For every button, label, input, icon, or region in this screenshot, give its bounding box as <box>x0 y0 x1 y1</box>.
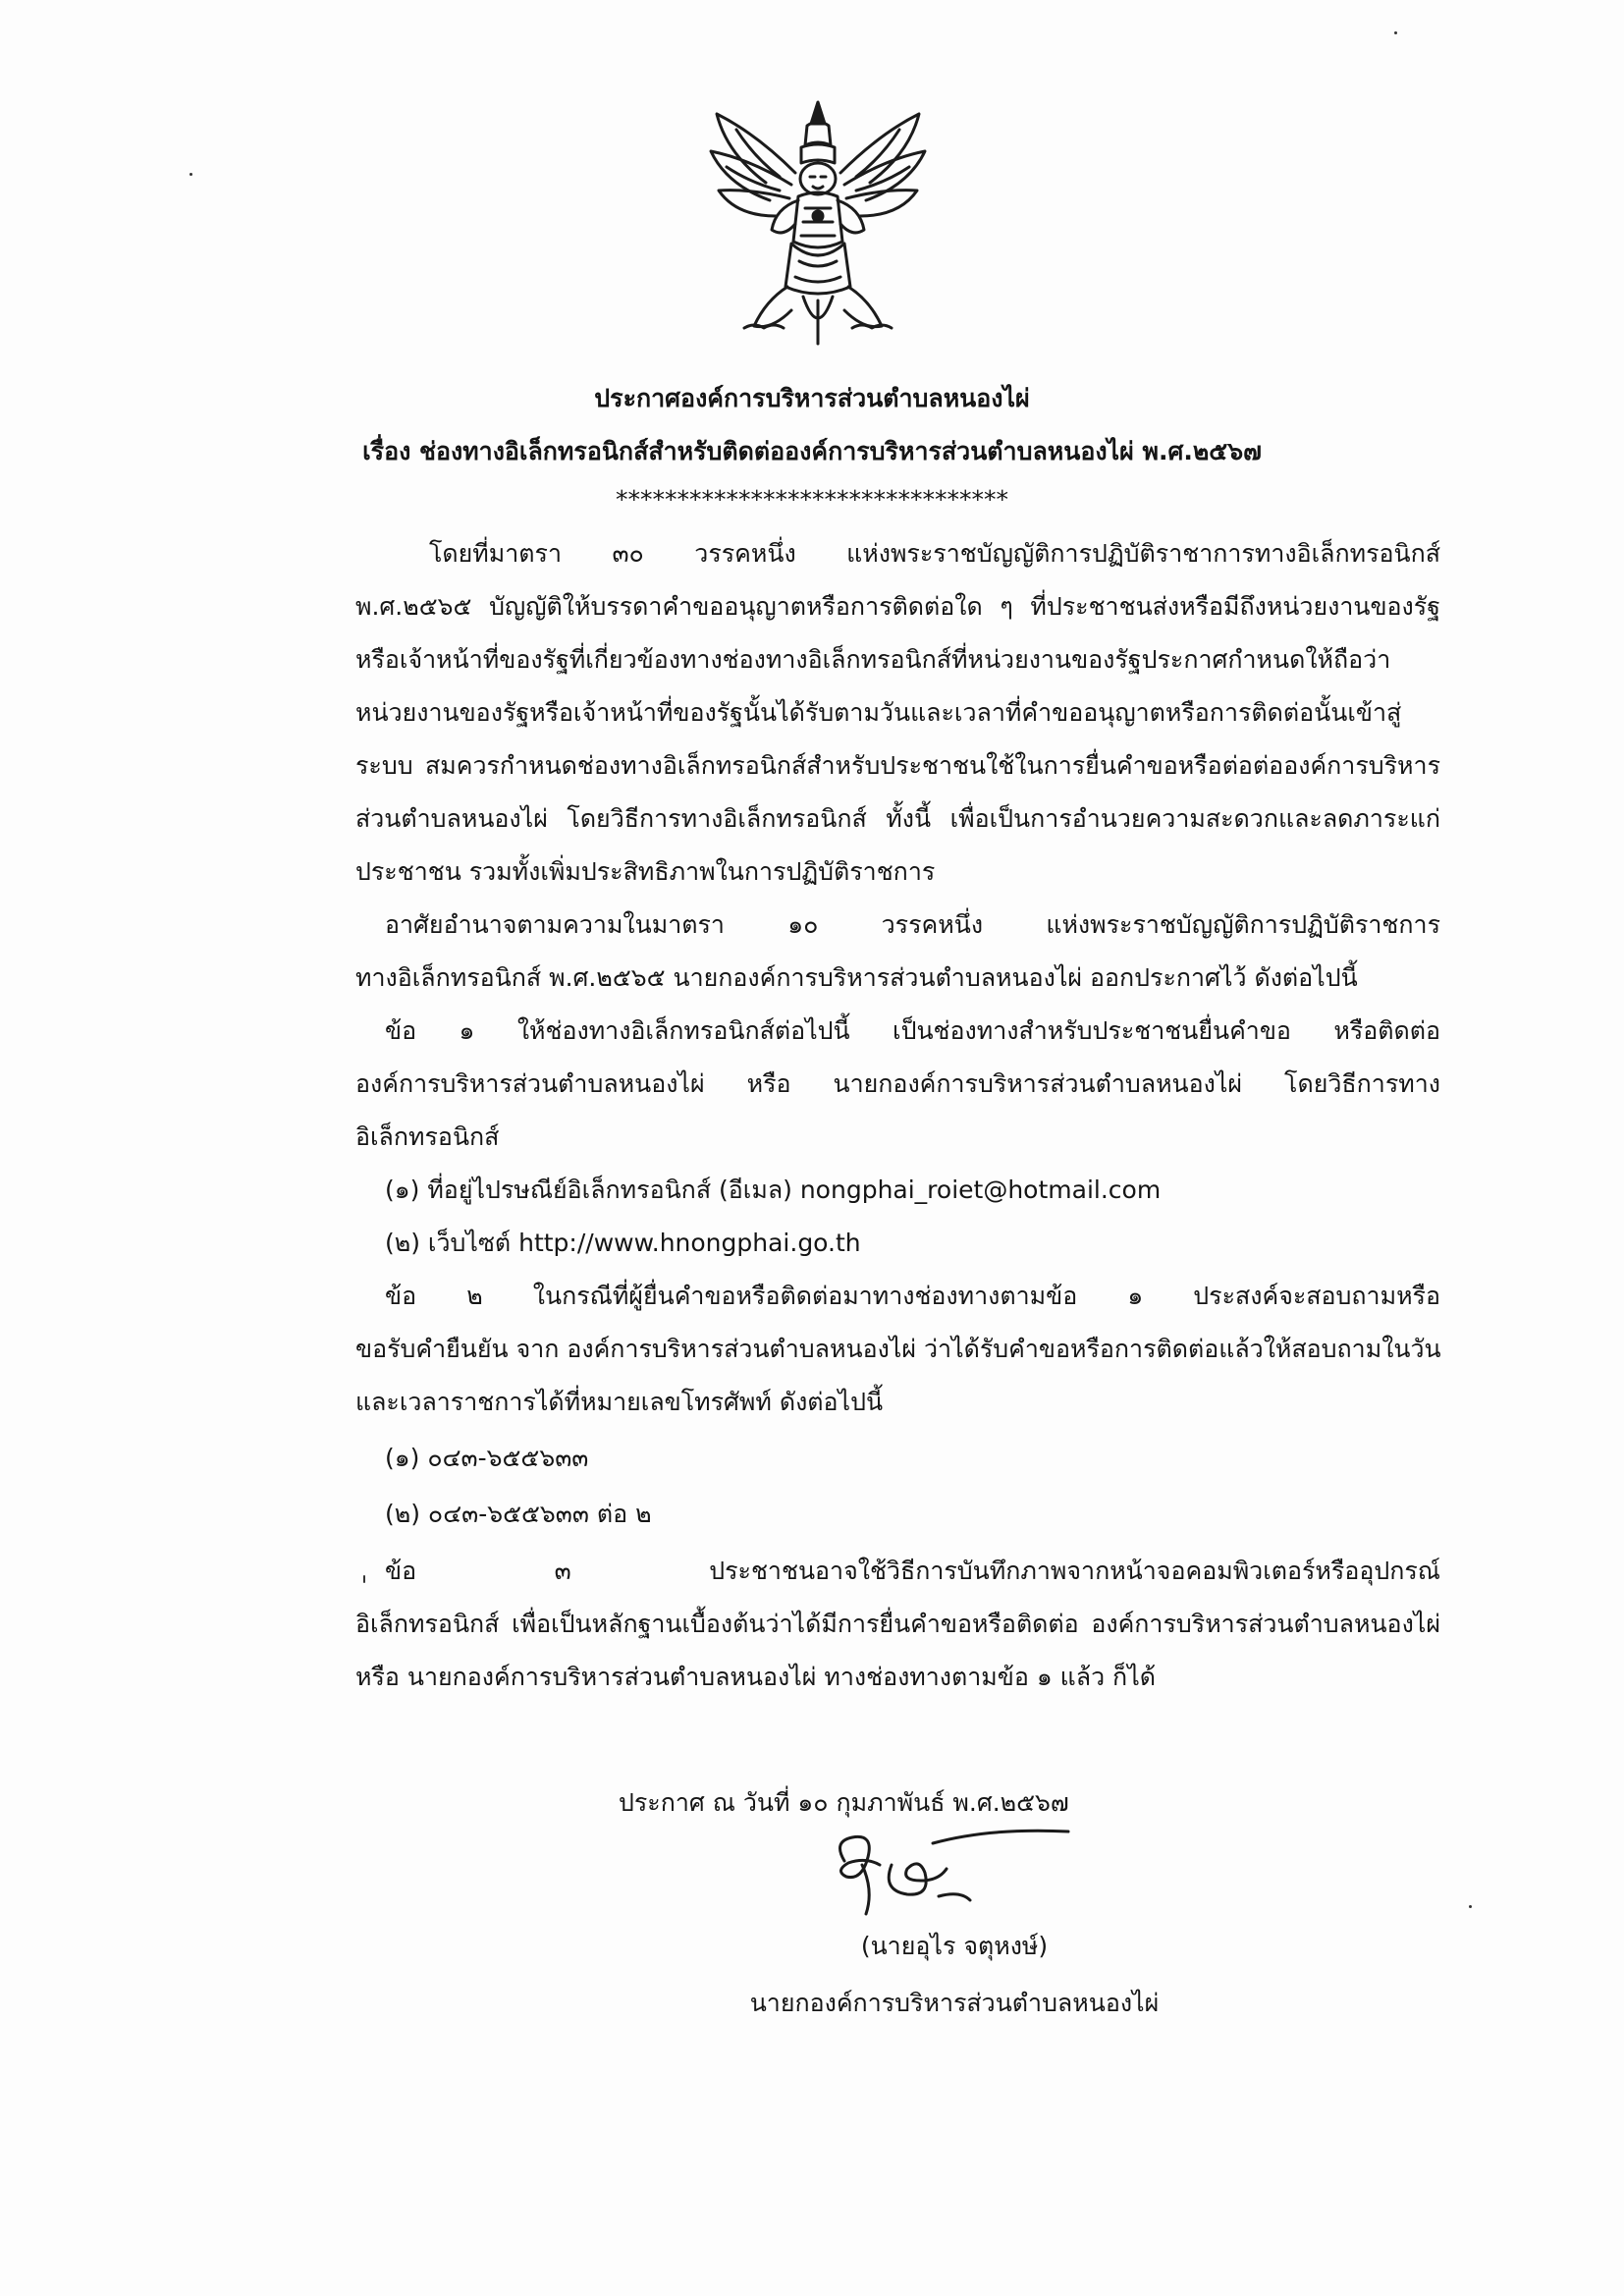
announcement-date: ประกาศ ณ วันที่ ๑๐ กุมภาพันธ์ พ.ศ.๒๕๖๗ <box>619 1788 1069 1817</box>
paragraph-line: ประชาชน รวมทั้งเพิ่มประสิทธิภาพในการปฏิบัติราชการ <box>355 857 936 886</box>
clause-3-line: หรือ นายกองค์การบริหารส่วนตำบลหนองไผ่ ทางช่องทางตามข้อ ๑ แล้ว ก็ได้ <box>355 1663 1157 1691</box>
paragraph-line: โดยที่มาตรา ๓๐ วรรคหนึ่ง แห่งพระราชบัญญัติการปฏิบัติราชาการทางอิเล็กทรอนิกส์ <box>429 539 1440 568</box>
paragraph-line: ทางอิเล็กทรอนิกส์ พ.ศ.๒๕๖๕ นายกองค์การบริหารส่วนตำบลหนองไผ่ ออกประกาศไว้ ดังต่อไปนี้ <box>355 963 1358 992</box>
paragraph-line: อาศัยอำนาจตามความในมาตรา ๑๐ วรรคหนึ่ง แห่งพระราชบัญญัติการปฏิบัติราชการ <box>385 910 1440 939</box>
scan-speck <box>363 1575 365 1583</box>
scan-speck <box>1394 31 1397 34</box>
clause-1-website-item: (๒) เว็บไซต์ http://www.hnongphai.go.th <box>385 1229 861 1257</box>
clause-1-email-item: (๑) ที่อยู่ไปรษณีย์อิเล็กทรอนิกส์ (อีเมล) nongphai_roiet@hotmail.com <box>385 1175 1162 1204</box>
clause-1-line: องค์การบริหารส่วนตำบลหนองไผ่ หรือ นายกองค์การบริหารส่วนตำบลหนองไผ่ โดยวิธีการทาง <box>355 1069 1440 1098</box>
scan-speck <box>1469 1905 1472 1908</box>
signer-position: นายกองค์การบริหารส่วนตำบลหนองไผ่ <box>749 1989 1160 2017</box>
separator-stars: ******************************** <box>616 485 1008 514</box>
signer-name: (นายอุไร จตุหงษ์) <box>860 1932 1049 1960</box>
handwritten-signature <box>823 1822 1088 1920</box>
phone-extension-item: (๒) ๐๔๓-๖๕๕๖๓๓ ต่อ ๒ <box>385 1500 652 1528</box>
garuda-emblem <box>697 94 939 357</box>
clause-3-line: ข้อ ๓ ประชาชนอาจใช้วิธีการบันทึกภาพจากหน้าจอคอมพิวเตอร์หรืออุปกรณ์ <box>385 1557 1440 1585</box>
clause-2-line: และเวลาราชการได้ที่หมายเลขโทรศัพท์ ดังต่อไปนี้ <box>355 1388 884 1416</box>
clause-3-line: อิเล็กทรอนิกส์ เพื่อเป็นหลักฐานเบื้องต้นว่าได้มีการยื่นคำขอหรือติดต่อ องค์การบริหารส่วนตำบลหนองไผ่ <box>355 1610 1440 1638</box>
paragraph-line: หรือเจ้าหน้าที่ของรัฐที่เกี่ยวข้องทางช่องทางอิเล็กทรอนิกส์ที่หน่วยงานของรัฐประกาศกำหนดให้ถือว่า <box>355 645 1391 674</box>
clause-1-line: ข้อ ๑ ให้ช่องทางอิเล็กทรอนิกส์ต่อไปนี้ เป็นช่องทางสำหรับประชาชนยื่นคำขอ หรือติดต่อ <box>385 1016 1440 1045</box>
announcement-subject: เรื่อง ช่องทางอิเล็กทรอนิกส์สำหรับติดต่อองค์การบริหารส่วนตำบลหนองไผ่ พ.ศ.๒๕๖๗ <box>362 437 1262 465</box>
paragraph-line: ส่วนตำบลหนองไผ่ โดยวิธีการทางอิเล็กทรอนิกส์ ทั้งนี้ เพื่อเป็นการอำนวยความสะดวกและลดภาระแก่ <box>355 804 1440 833</box>
paragraph-line: ระบบ สมควรกำหนดช่องทางอิเล็กทรอนิกส์สำหรับประชาชนใช้ในการยื่นคำขอหรือต่อต่อองค์การบริหาร <box>355 751 1440 780</box>
paragraph-line: พ.ศ.๒๕๖๕ บัญญัติให้บรรดาคำขออนุญาตหรือการติดต่อใด ๆ ที่ประชาชนส่งหรือมีถึงหน่วยงานของรัฐ <box>355 592 1440 621</box>
announcement-title: ประกาศองค์การบริหารส่วนตำบลหนองไผ่ <box>594 384 1030 412</box>
clause-2-line: ข้อ ๒ ในกรณีที่ผู้ยื่นคำขอหรือติดต่อมาทางช่องทางตามข้อ ๑ ประสงค์จะสอบถามหรือ <box>385 1282 1440 1310</box>
paragraph-line: หน่วยงานของรัฐหรือเจ้าหน้าที่ของรัฐนั้นได้รับตามวันและเวลาที่คำขออนุญาตหรือการติดต่อนั้นเข้าสู่ <box>355 698 1402 727</box>
phone-item: (๑) ๐๔๓-๖๕๕๖๓๓ <box>385 1444 589 1472</box>
clause-2-line: ขอรับคำยืนยัน จาก องค์การบริหารส่วนตำบลหนองไผ่ ว่าได้รับคำขอหรือการติดต่อแล้วให้สอบถามในวัน <box>355 1335 1441 1363</box>
clause-1-line: อิเล็กทรอนิกส์ <box>355 1122 500 1151</box>
scan-speck <box>189 173 192 176</box>
